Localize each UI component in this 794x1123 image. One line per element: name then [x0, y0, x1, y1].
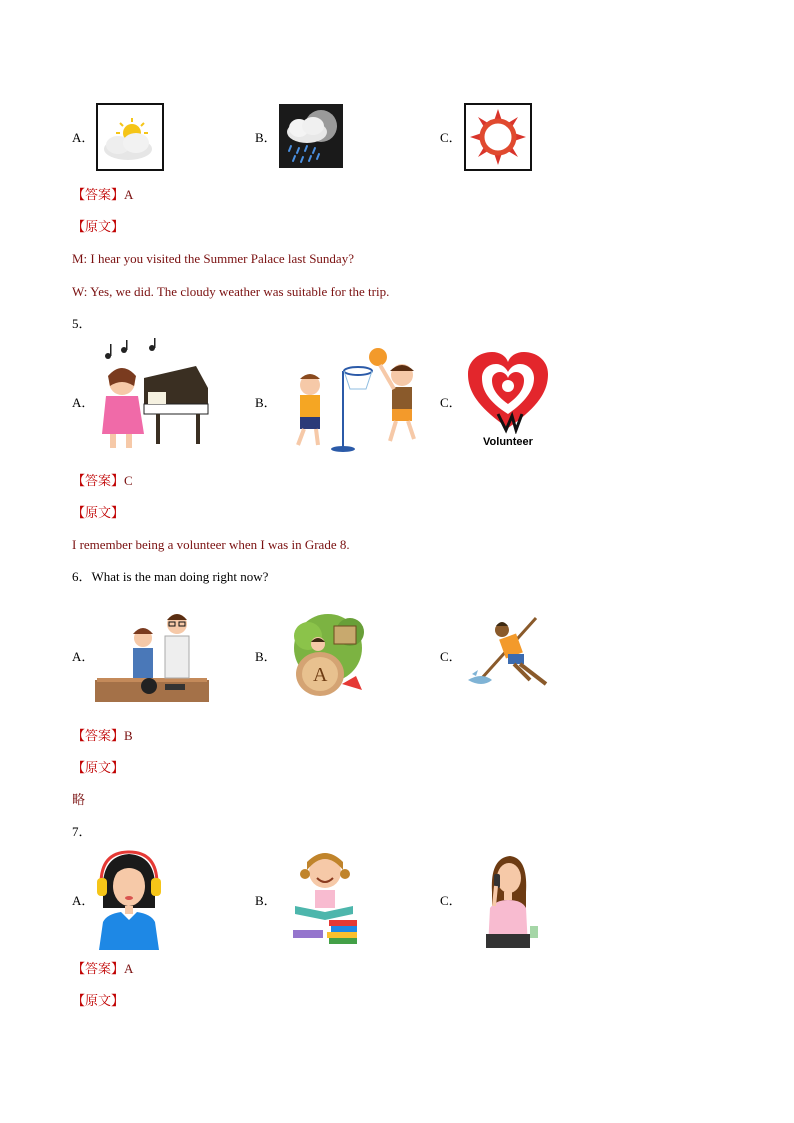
answer-value: B [124, 728, 133, 743]
q5-transcript-tag: 【原文】 [72, 505, 125, 520]
q4-option-c-label: C． [440, 130, 462, 145]
q7-option-c-label: C． [440, 893, 462, 908]
q6-transcript-line-1: 略 [72, 792, 86, 807]
sun-icon [464, 103, 532, 171]
q4-option-b-label: B． [255, 130, 277, 145]
q6-question [72, 569, 268, 585]
volunteer-heart-logo [466, 350, 550, 454]
answer-value: A [124, 961, 134, 976]
q6-answer [72, 728, 133, 744]
q4-transcript-line-2: W: Yes, we did. The cloudy weather was suitable for the trip. [72, 284, 390, 299]
q7-transcript-tag: 【原文】 [72, 993, 125, 1008]
woman-with-headphones-illustration [97, 850, 161, 950]
answer-value: A [124, 187, 134, 202]
answer-tag: 【答案】 [72, 728, 125, 743]
student-studying-grade-a-illustration [284, 606, 372, 706]
girl-reading-books-illustration [287, 850, 361, 950]
q6-option-c-label: C． [440, 649, 462, 664]
answer-value: C [124, 473, 133, 488]
q5-answer [72, 473, 133, 489]
rain-cloud-icon [279, 104, 343, 168]
answer-tag: 【答案】 [72, 187, 125, 202]
q5-transcript-line-1: I remember being a volunteer when I was in Grade 8. [72, 537, 350, 552]
svg-text:A: A [313, 664, 328, 686]
boy-fishing-illustration [462, 614, 554, 692]
q7-option-b-label: B． [255, 893, 277, 908]
q7-answer [72, 961, 133, 977]
q4-transcript-tag: 【原文】 [72, 219, 125, 234]
volunteer-logo-text: Volunteer [483, 436, 533, 448]
q6-transcript-tag: 【原文】 [72, 760, 125, 775]
q5-option-c-label: C． [440, 395, 462, 410]
two-men-at-desk-illustration [95, 608, 209, 704]
q6-option-b-label: B． [255, 649, 277, 664]
q6-option-a-label: A． [72, 649, 95, 664]
kids-playing-basketball-illustration [282, 345, 426, 453]
answer-tag: 【答案】 [72, 473, 125, 488]
partly-cloudy-icon [96, 103, 164, 171]
q4-answer [72, 187, 133, 203]
q7-number: 7． [72, 824, 92, 839]
answer-tag: 【答案】 [72, 961, 125, 976]
q5-option-a-label: A． [72, 395, 95, 410]
q6-question-text: What is the man doing right now? [91, 569, 269, 584]
q5-option-b-label: B． [255, 395, 277, 410]
q4-transcript-line-1: M: I hear you visited the Summer Palace last Sunday? [72, 251, 354, 266]
q7-option-a-label: A． [72, 893, 95, 908]
q5-number: 5． [72, 316, 92, 331]
q6-number: 6． [72, 569, 92, 584]
q4-option-a-label: A． [72, 130, 95, 145]
girl-playing-piano-illustration [96, 338, 212, 454]
woman-on-phone-illustration [482, 852, 542, 948]
